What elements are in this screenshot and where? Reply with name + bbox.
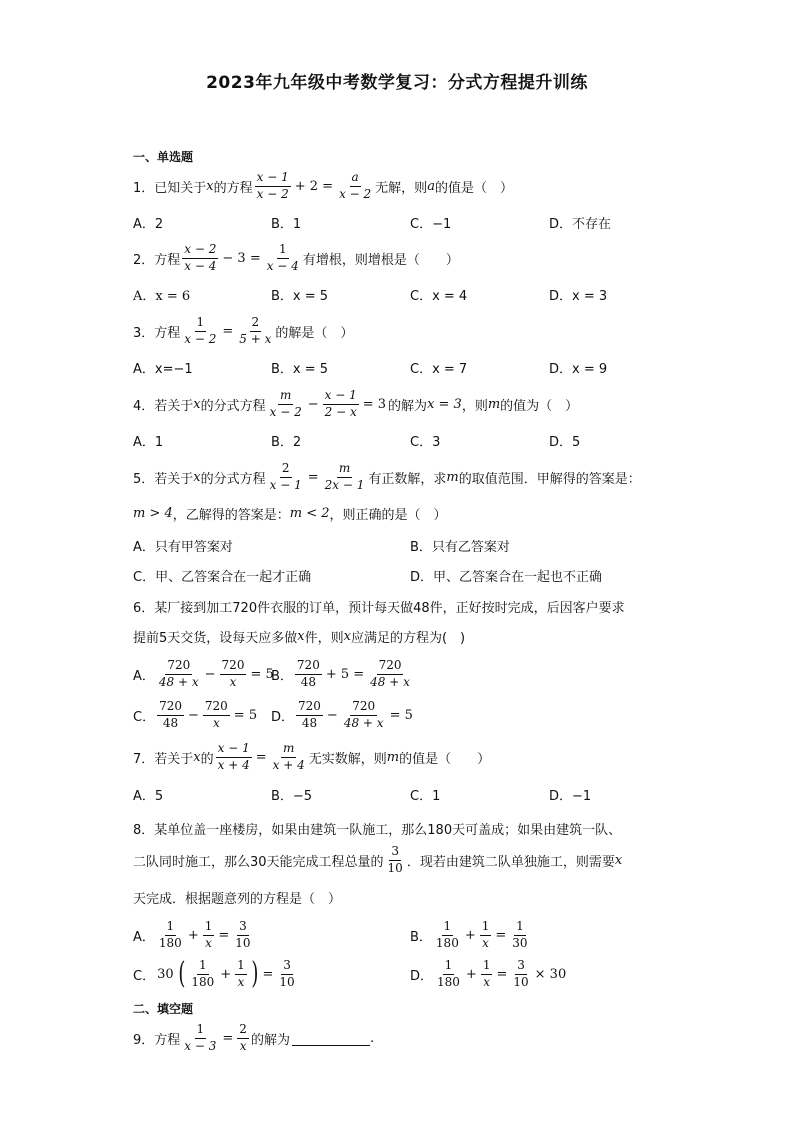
numerator: m (281, 742, 296, 758)
fraction (295, 659, 322, 690)
numerator: 1 (277, 243, 289, 259)
fraction (268, 389, 304, 420)
denominator: x (212, 715, 220, 730)
q3-option-a[interactable]: A．x=−1 (133, 361, 193, 377)
denominator: 10 (387, 860, 403, 875)
question-5-line-2: m > 4 ，乙解得的答案是： m < 2 ，则正确的是（ ） (133, 505, 447, 523)
numerator: m (337, 462, 352, 478)
numerator: a (350, 171, 361, 187)
denominator: 48 (301, 715, 318, 730)
denominator: x − 4 (184, 258, 217, 273)
numerator: 720 (165, 659, 192, 675)
fraction (434, 920, 461, 951)
q1-option-a[interactable]: A．2 (133, 216, 164, 232)
fraction (255, 171, 291, 202)
denominator: 48 (300, 674, 317, 689)
fraction (268, 462, 304, 493)
denominator: x (483, 974, 491, 989)
question-4: 4． 若关于 x 的分式方程 $\frac{m}{x - 2}$ − $\frac{x - 1}{2 - x}$ = 3 的解为 x = 3 ，则 m 的值为（ ） (133, 387, 579, 419)
section-heading-fill-blank: 二、填空题 (133, 1002, 194, 1016)
q6-option-d[interactable]: D． $\frac{720}{48}$ − $\frac{720}{48 + x}$ = 5 (271, 698, 413, 730)
numerator: 720 (203, 700, 230, 716)
q5-option-b[interactable]: B．只有乙答案对 (410, 539, 510, 555)
section-heading-single-choice: 一、单选题 (133, 150, 194, 164)
fraction (237, 1023, 249, 1054)
numerator: x − 1 (255, 171, 291, 187)
q2-option-d[interactable]: D．x = 3 (549, 288, 608, 304)
page-title: 2023年九年级中考数学复习：分式方程提升训练 (206, 73, 588, 93)
numerator: 2 (250, 316, 262, 332)
numerator: 1 (480, 920, 492, 936)
denominator: 10 (235, 935, 251, 950)
q3-option-c[interactable]: C．x = 7 (410, 361, 468, 377)
q5-option-d[interactable]: D．甲、乙答案合在一起也不正确 (410, 569, 603, 585)
fraction (368, 659, 412, 690)
denominator: 180 (158, 935, 182, 950)
q5-option-a[interactable]: A．只有甲答案对 (133, 539, 233, 555)
q7-option-b[interactable]: B．−5 (271, 788, 313, 804)
fraction (157, 920, 184, 951)
question-8: 8．某单位盖一座楼房，如果由建筑一队施工，那么180天可盖成；如果由建筑一队、 (133, 822, 622, 838)
denominator: x − 2 (269, 404, 302, 419)
denominator: 10 (279, 974, 295, 989)
numerator: 720 (296, 700, 323, 716)
denominator: x (237, 974, 245, 989)
numerator: 1 (235, 959, 247, 975)
question-6-line-2: 提前5天交货，设每天应多做 x 件，则 x 应满足的方程为( ) (133, 628, 466, 646)
fraction (386, 845, 405, 876)
denominator: x − 2 (256, 186, 289, 201)
fraction (182, 243, 218, 274)
denominator: x − 3 (184, 1038, 217, 1053)
fraction (277, 959, 296, 990)
question-8-line-3: 天完成．根据题意列的方程是（ ） (133, 891, 342, 907)
denominator: x − 2 (339, 186, 372, 201)
denominator: 48 (162, 715, 179, 730)
fraction (203, 700, 230, 731)
fraction (337, 171, 373, 202)
q8-option-c[interactable]: C． 30 ( $\frac{1}{180}$ + $\frac{1}{x}$ ) = $\frac{3}{10}$ (133, 956, 295, 991)
denominator: x − 4 (266, 258, 299, 273)
denominator: x + 4 (272, 757, 305, 772)
fraction (203, 920, 215, 951)
fraction (510, 920, 529, 951)
denominator: x + 4 (217, 757, 250, 772)
fraction (182, 1023, 218, 1054)
q7-option-d[interactable]: D．−1 (549, 788, 592, 804)
denominator: x (482, 935, 489, 950)
denominator: 30 (512, 935, 528, 950)
numerator: 3 (237, 920, 249, 936)
q7-option-c[interactable]: C．1 (410, 788, 441, 804)
denominator: 48 + x (343, 715, 384, 730)
q6-option-a[interactable]: A． $\frac{720}{48 + x}$ − $\frac{720}{x}$ = 5 (133, 657, 274, 689)
fraction (220, 659, 247, 690)
q4-option-d[interactable]: D．5 (549, 434, 581, 450)
fraction (216, 742, 252, 773)
left-paren: ( (177, 956, 185, 991)
denominator: x (239, 1038, 247, 1053)
q4-option-a[interactable]: A．1 (133, 434, 164, 450)
numerator: 3 (515, 959, 527, 975)
numerator: 1 (197, 959, 209, 975)
fraction (235, 959, 247, 990)
fraction (323, 389, 359, 420)
numerator: 1 (514, 920, 526, 936)
denominator: x (205, 935, 212, 950)
question-5: 5． 若关于 x 的分式方程 $\frac{2}{x - 1}$ = $\frac{m}{2x - 1}$ 有正数解，求 m 的取值范围．甲解得的答案是： (133, 460, 641, 492)
fraction (157, 700, 184, 731)
numerator: m (278, 389, 293, 405)
denominator: x − 1 (269, 477, 302, 492)
q7-option-a[interactable]: A．5 (133, 788, 164, 804)
question-2: 2． 方程 $\frac{x - 2}{x - 4}$ − 3 = $\frac{1}{x - 4}$ 有增根，则增根是（ ） (133, 241, 459, 273)
numerator: 1 (481, 959, 493, 975)
right-paren: ) (251, 956, 259, 991)
numerator: 720 (295, 659, 322, 675)
numerator: 3 (281, 959, 293, 975)
fraction (265, 243, 301, 274)
q2-option-c[interactable]: C．x = 4 (410, 288, 468, 304)
denominator: 10 (513, 974, 529, 989)
q2-option-b[interactable]: B．x = 5 (271, 288, 329, 304)
numerator: 1 (203, 920, 215, 936)
fraction (342, 700, 386, 731)
numerator: 2 (237, 1023, 249, 1039)
fraction (296, 700, 323, 731)
fraction (271, 742, 307, 773)
q1-option-c[interactable]: C．−1 (410, 216, 452, 232)
numerator: 1 (442, 920, 454, 936)
question-1: 1． 已知关于 x 的方程 $\frac{x - 1}{x - 2}$ + 2 = $\frac{a}{x - 2}$ 无解，则 a 的值是（ ） (133, 169, 513, 201)
denominator: x (229, 674, 237, 689)
q2-option-a[interactable]: A．x = 6 (133, 288, 191, 304)
q8-option-a[interactable]: A． $\frac{1}{180}$ + $\frac{1}{x}$ = $\frac{3}{10}$ (133, 918, 251, 950)
question-6: 6．某厂接到加工720件衣服的订单，预计每天做48件，正好按时完成，后因客户要求 (133, 600, 625, 616)
fraction (480, 920, 492, 951)
q5-option-c[interactable]: C．甲、乙答案合在一起才正确 (133, 569, 312, 585)
answer-blank[interactable] (292, 1031, 370, 1046)
fraction (323, 462, 367, 493)
fraction (189, 959, 216, 990)
question-7: 7． 若关于 x 的 $\frac{x - 1}{x + 4}$ = $\frac{m}{x + 4}$ 无实数解，则 m 的值是（ ） (133, 740, 491, 772)
fraction (237, 316, 273, 347)
numerator: 3 (389, 845, 401, 861)
numerator: 720 (157, 700, 184, 716)
q8-option-d[interactable]: D． $\frac{1}{180}$ + $\frac{1}{x}$ = $\frac{3}{10}$ × 30 (410, 957, 567, 989)
denominator: 5 + x (239, 331, 272, 346)
numerator: 2 (280, 462, 292, 478)
numerator: 1 (443, 959, 455, 975)
fraction (182, 316, 218, 347)
denominator: 180 (435, 935, 459, 950)
question-8-line-2: 二队同时施工，那么30天能完成工程总量的 $\frac{3}{10}$ ．现若由建筑二队单独施工，则需要 x (133, 843, 623, 875)
q8-option-b[interactable]: B． $\frac{1}{180}$ + $\frac{1}{x}$ = $\frac{1}{30}$ (410, 918, 528, 950)
denominator: 2 − x (324, 404, 357, 419)
denominator: 48 + x (158, 674, 199, 689)
numerator: 1 (165, 920, 177, 936)
fraction (511, 959, 530, 990)
question-3: 3． 方程 $\frac{1}{x - 2}$ = $\frac{2}{5 + x}$ 的解是（ ） (133, 314, 354, 346)
fraction (481, 959, 493, 990)
numerator: x − 2 (182, 243, 218, 259)
numerator: x − 1 (323, 389, 359, 405)
numerator: x − 1 (216, 742, 252, 758)
numerator: 1 (195, 1023, 207, 1039)
q6-option-c[interactable]: C． $\frac{720}{48}$ − $\frac{720}{x}$ = 5 (133, 698, 258, 730)
q3-option-b[interactable]: B．x = 5 (271, 361, 329, 377)
fraction (157, 659, 201, 690)
numerator: 720 (377, 659, 404, 675)
fraction (435, 959, 462, 990)
q6-option-b[interactable]: B． $\frac{720}{48}$ + 5 = $\frac{720}{48 + x}$ (271, 657, 410, 689)
denominator: x − 2 (184, 331, 217, 346)
denominator: 180 (437, 974, 460, 989)
q1-option-b[interactable]: B．1 (271, 216, 302, 232)
denominator: 180 (191, 974, 215, 989)
q4-option-b[interactable]: B．2 (271, 434, 302, 450)
question-9: 9． 方程 $\frac{1}{x - 3}$ = $\frac{2}{x}$ 的解为 . (133, 1021, 375, 1053)
q4-option-c[interactable]: C．3 (410, 434, 441, 450)
q1-option-d[interactable]: D．不存在 (549, 216, 612, 232)
numerator: 1 (195, 316, 207, 332)
numerator: 720 (350, 700, 377, 716)
denominator: 48 + x (370, 674, 410, 689)
denominator: 2x − 1 (324, 477, 365, 492)
fraction (233, 920, 252, 951)
q3-option-d[interactable]: D．x = 9 (549, 361, 608, 377)
numerator: 720 (220, 659, 247, 675)
